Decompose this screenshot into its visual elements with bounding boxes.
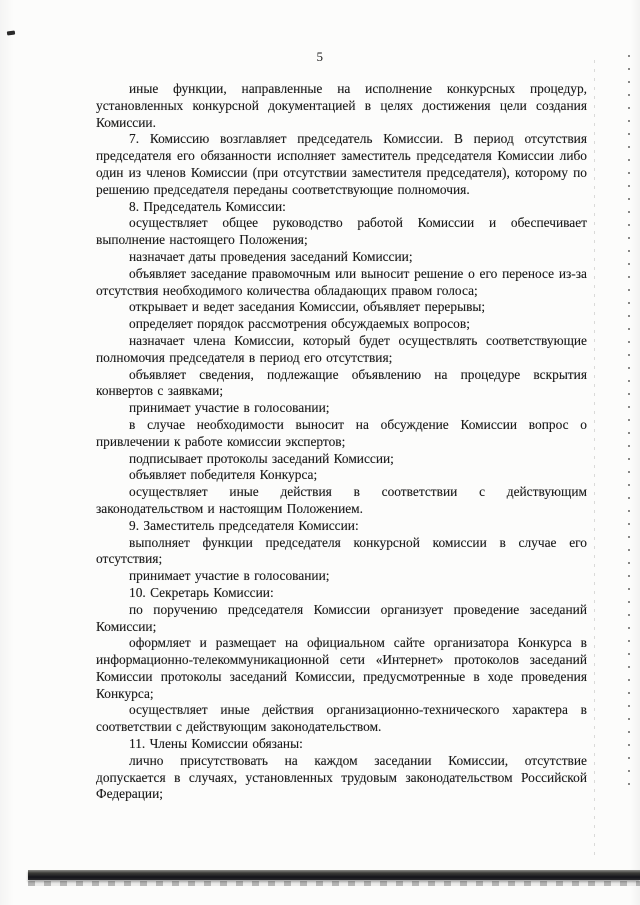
paragraph: осуществляет иные действия организационно-технического характера в соответствии с действующим законодательством. [96,702,587,735]
paragraph: в случае необходимости выносит на обсуждение Комиссии вопрос о привлечении к работе комиссии экспертов; [96,416,587,449]
page-number: 5 [316,49,324,64]
document-body [96,81,587,803]
paragraph: открывает и ведет заседания Комиссии, объявляет перерывы; [129,299,486,315]
scan-artifact-bottom-bar [28,870,640,880]
paragraph: по поручению председателя Комиссии организует проведение заседаний Комиссии; [96,601,587,634]
paragraph: лично присутствовать на каждом заседании Комиссии, отсутствие допускается в случаях, установленных трудовым законодательством Российской Федерации; [96,752,587,802]
scan-artifact-bottom-speckle [28,881,640,886]
paragraph: выполняет функции председателя конкурсной комиссии в случае его отсутствия; [96,534,587,567]
paragraph: принимает участие в голосовании; [129,400,330,416]
paragraph: оформляет и размещает на официальном сайте организатора Конкурса в информационно-телекоммуникационной сети «Интернет» протоколов заседаний Комиссии протоколы заседаний Комиссии, предусмотренные в ходе проведения Конкурса; [96,635,587,701]
paragraph: определяет порядок рассмотрения обсуждаемых вопросов; [129,316,470,332]
paragraph: осуществляет общее руководство работой Комиссии и обеспечивает выполнение настоящего Положения; [96,215,587,248]
paragraph: объявляет сведения, подлежащие объявлению на процедуре вскрытия конвертов с заявками; [96,366,587,399]
scan-artifact-right-faint-line [594,60,595,860]
paragraph: подписывает протоколы заседаний Комиссии; [129,450,394,466]
paragraph: осуществляет иные действия в соответствии с действующим законодательством и настоящим Положением. [96,484,587,516]
scan-artifact-right-dotted-line [628,55,630,795]
paragraph: 9. Заместитель председателя Комиссии: [129,517,359,533]
paragraph: назначает даты проведения заседаний Комиссии; [129,248,413,264]
paragraph: иные функции, направленные на исполнение конкурсных процедур, установленных конкурсной документацией в целях достижения цели создания Комиссии. [96,81,587,130]
paragraph: 11. Члены Комиссии обязаны: [129,736,303,752]
paragraph: 8. Председатель Комиссии: [129,198,286,214]
paragraph: 7. Комиссию возглавляет председатель Комиссии. В период отсутствия председателя его обязанности исполняет заместитель председателя Комиссии либо один из членов Комиссии (при отсутствии заместителя председателя), которому по решению председателя переданы соответствующие полномочия. [96,131,587,197]
paragraph: 10. Секретарь Комиссии: [129,584,274,600]
paragraph: принимает участие в голосовании; [129,568,330,584]
paragraph: объявляет победителя Конкурса; [129,467,318,483]
paragraph: назначает члена Комиссии, который будет осуществлять соответствующие полномочия председателя в период его отсутствия; [96,332,587,365]
scan-artifact-corner-mark [7,30,15,35]
paragraph: объявляет заседание правомочным или выносит решение о его переносе из-за отсутствия необходимого количества обладающих правом голоса; [96,265,587,298]
